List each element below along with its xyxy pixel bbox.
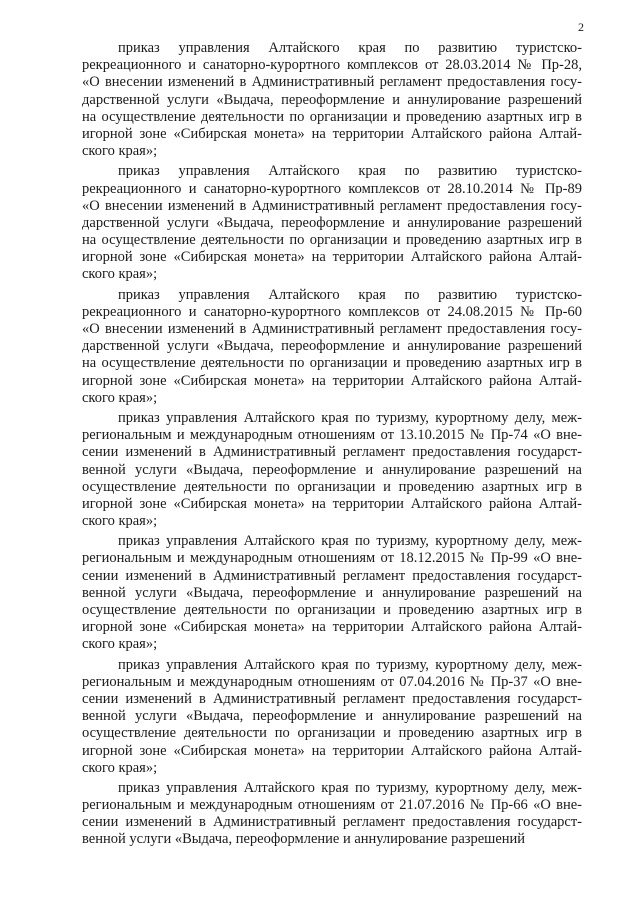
text-line: приказ управления Алтайского края по туризму, курортному делу, меж- [118, 656, 582, 673]
text-line: игорной зоне «Сибирская монета» на территории Алтайского района Алтай- [82, 742, 582, 759]
text-line: рекреационного и санаторно-курортного комплексов от 28.10.2014 № Пр-89 [82, 180, 582, 197]
text-line: рекреационного и санаторно-курортного комплексов от 28.03.2014 № Пр-28, [82, 57, 582, 74]
document-body [82, 40, 582, 852]
text-line: рекреационного и санаторно-курортного комплексов от 24.08.2015 № Пр-60 [82, 303, 582, 320]
text-line: «О внесении изменений в Административный регламент предоставления госу- [82, 197, 582, 214]
text-line: осуществление деятельности по организации и проведению азартных игр в [82, 602, 582, 618]
order-paragraph [82, 533, 582, 653]
text-line: венной услуги «Выдача, переоформление и аннулирование разрешений на [82, 461, 582, 478]
text-line: региональным и международным отношениям от 07.04.2016 № Пр-37 «О вне- [82, 673, 582, 690]
text-line: осуществление деятельности по организации и проведению азартных игр в [82, 725, 582, 742]
text-line: ского края»; [82, 636, 158, 653]
text-line: на осуществление деятельности по организации и проведению азартных игр в [82, 232, 582, 249]
text-line: осуществление деятельности по организации и проведению азартных игр в [82, 478, 582, 495]
order-paragraph [82, 657, 582, 777]
text-line: приказ управления Алтайского края по туризму, курортному делу, меж- [118, 533, 582, 550]
text-line: ского края»; [82, 143, 158, 160]
text-line: игорной зоне «Сибирская монета» на территории Алтайского района Алтай- [82, 249, 582, 266]
order-paragraph [82, 163, 582, 283]
page-number: 2 [578, 20, 584, 34]
text-line: «О внесении изменений в Административный регламент предоставления госу- [82, 321, 582, 337]
text-line: венной услуги «Выдача, переоформление и аннулирование разрешений на [82, 584, 582, 601]
text-line: ского края»; [82, 389, 158, 406]
text-line: венной услуги «Выдача, переоформление и аннулирование разрешений [82, 831, 526, 848]
text-line: на осуществление деятельности по организации и проведению азартных игр в [82, 355, 582, 372]
text-line: сении изменений в Административный регламент предоставления государст- [82, 567, 582, 584]
text-line: сении изменений в Административный регламент предоставления государст- [82, 814, 582, 831]
text-line: приказ управления Алтайского края по туризму, курортному делу, меж- [118, 779, 582, 796]
text-line: дарственной услуги «Выдача, переоформление и аннулирование разрешений [82, 91, 582, 108]
text-line: приказ управления Алтайского края по развитию туристско- [118, 286, 582, 303]
text-line: «О внесении изменений в Административный регламент предоставления госу- [82, 74, 582, 91]
text-line: на осуществление деятельности по организации и проведению азартных игр в [82, 108, 582, 125]
order-paragraph [82, 780, 582, 849]
text-line: ского края»; [82, 266, 158, 283]
text-line: приказ управления Алтайского края по туризму, курортному делу, меж- [118, 409, 582, 426]
text-line: региональным и международным отношениям от 21.07.2016 № Пр-66 «О вне- [82, 797, 582, 814]
order-paragraph [82, 40, 582, 160]
order-paragraph [82, 287, 582, 407]
text-line: ского края»; [82, 513, 158, 530]
text-line: игорной зоне «Сибирская монета» на территории Алтайского района Алтай- [82, 619, 582, 636]
order-paragraph [82, 410, 582, 530]
text-line: дарственной услуги «Выдача, переоформление и аннулирование разрешений [82, 214, 582, 231]
text-line: ского края»; [82, 759, 158, 776]
text-line: дарственной услуги «Выдача, переоформление и аннулирование разрешений [82, 338, 582, 355]
text-line: региональным и международным отношениям от 13.10.2015 № Пр-74 «О вне- [82, 427, 582, 444]
text-line: приказ управления Алтайского края по развитию туристско- [118, 163, 582, 180]
text-line: приказ управления Алтайского края по развитию туристско- [118, 40, 582, 56]
text-line: сении изменений в Административный регламент предоставления государст- [82, 444, 582, 461]
text-line: венной услуги «Выдача, переоформление и аннулирование разрешений на [82, 708, 582, 725]
text-line: игорной зоне «Сибирская монета» на территории Алтайского района Алтай- [82, 495, 582, 512]
text-line: региональным и международным отношениям от 18.12.2015 № Пр-99 «О вне- [82, 550, 582, 567]
text-line: игорной зоне «Сибирская монета» на территории Алтайского района Алтай- [82, 125, 582, 142]
text-line: сении изменений в Административный регламент предоставления государст- [82, 690, 582, 707]
text-line: игорной зоне «Сибирская монета» на территории Алтайского района Алтай- [82, 372, 582, 389]
